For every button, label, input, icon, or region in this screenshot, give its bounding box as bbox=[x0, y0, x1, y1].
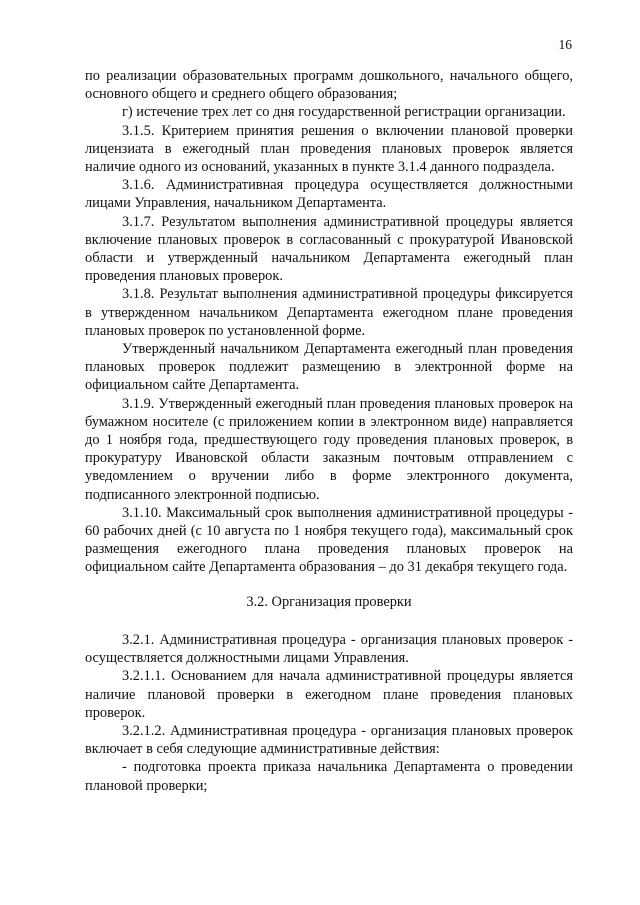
paragraph-3-1-6: 3.1.6. Административная процедура осуществляется должностными лицами Управления, начальником Департамента. bbox=[85, 177, 573, 212]
paragraph-3-1-10: 3.1.10. Максимальный срок выполнения административной процедуры - 60 рабочих дней (с 10 августа по 1 ноября текущего года), максимальный срок размещения ежегодного плана проведения плановых проверок на официальном сайте Департамента образования – до 31 декабря текущего года. bbox=[85, 504, 573, 576]
page-number: 16 bbox=[558, 37, 572, 52]
paragraph-approved-plan: Утвержденный начальником Департамента ежегодный план проведения плановых проверок подлежит размещению в электронной форме на официальном сайте Департамента. bbox=[85, 341, 573, 394]
paragraph-3-2-1-1: 3.2.1.1. Основанием для начала административной процедуры является наличие плановой проверки в ежегодном плане проведения плановых проверок. bbox=[85, 668, 573, 721]
paragraph-3-2-1-2: 3.2.1.2. Административная процедура - организация плановых проверок включает в себя следующие административные действия: bbox=[85, 722, 573, 758]
paragraph-3-1-7: 3.1.7. Результатом выполнения административной процедуры является включение плановых проверок в согласованный с прокуратурой Ивановской области и утвержденный начальником Департамента ежегодный план проведения плановых проверок. bbox=[85, 213, 573, 285]
paragraph-3-1-9: 3.1.9. Утвержденный ежегодный план проведения плановых проверок на бумажном носителе (с приложением копии в электронном виде) направляется до 1 ноября года, предшествующего году проведения плановых проверок, в прокуратуру Ивановской области заказным почтовым отправлением с уведомлением о вручении либо в форме электронного документа, подписанного электронной подписью. bbox=[85, 395, 573, 503]
paragraph-continuation: по реализации образовательных программ дошкольного, начального общего, основного общего и среднего общего образования; bbox=[85, 68, 573, 103]
paragraph-item-g: г) истечение трех лет со дня государственной регистрации организации. bbox=[122, 104, 566, 121]
document-body bbox=[85, 67, 573, 795]
section-heading: 3.2. Организация проверки bbox=[246, 593, 412, 610]
paragraph-3-1-8: 3.1.8. Результат выполнения административной процедуры фиксируется в утвержденном начальником Департамента ежегодном плане проведения плановых проверок по установленной форме. bbox=[85, 286, 573, 339]
paragraph-3-1-5: 3.1.5. Критерием принятия решения о включении плановой проверки лицензиата в ежегодный план проведения плановых проверок является наличие одного из оснований, указанных в пункте 3.1.4 данного подраздела. bbox=[85, 122, 573, 176]
paragraph-list-item: - подготовка проекта приказа начальника Департамента о проведении плановой проверки; bbox=[85, 759, 573, 794]
paragraph-3-2-1: 3.2.1. Административная процедура - организация плановых проверок - осуществляется должностными лицами Управления. bbox=[85, 631, 573, 667]
